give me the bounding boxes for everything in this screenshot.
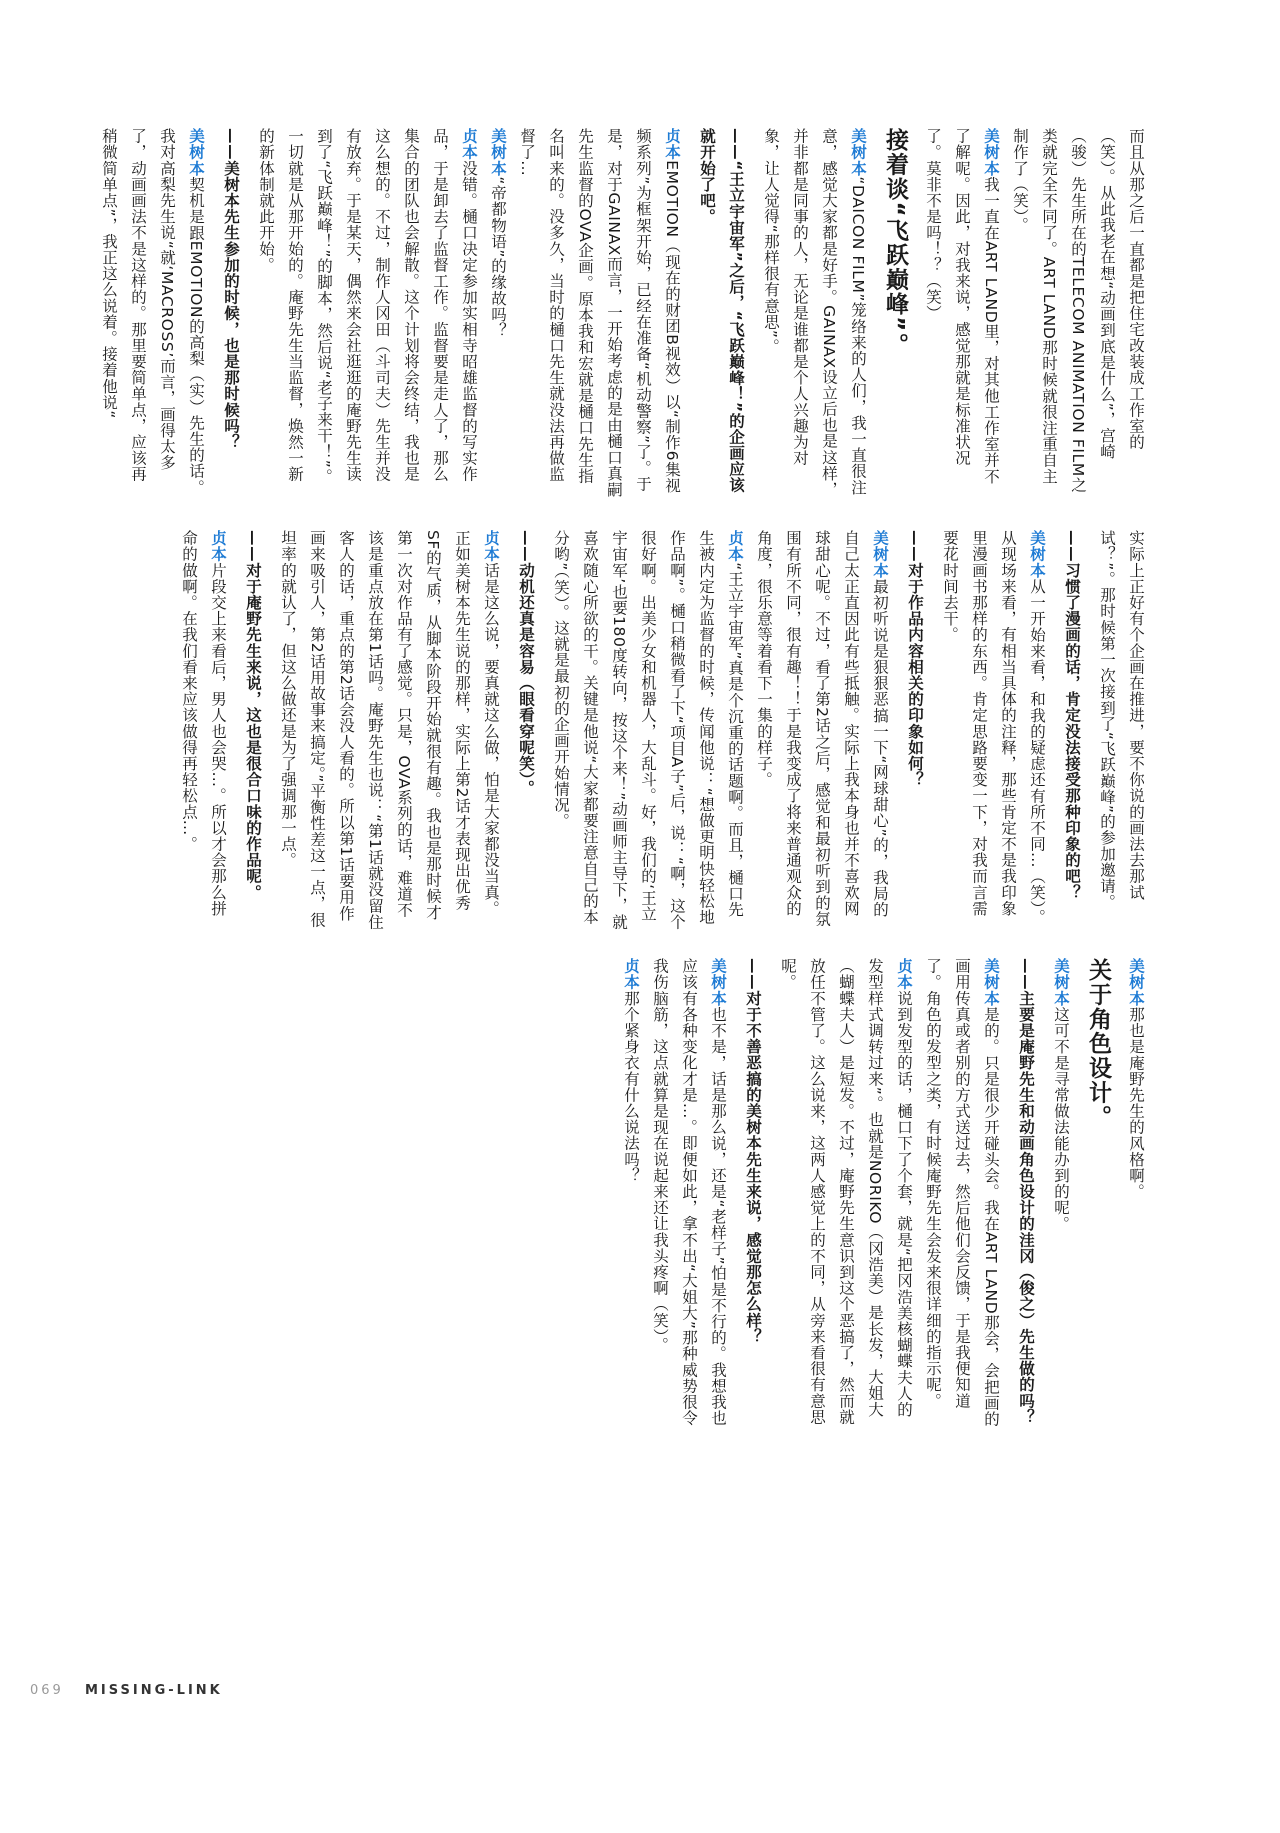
speaker-label: 美树本 [849,128,867,177]
text-column-tier-2 [130,530,1150,930]
interviewer-question: ——主要是庵野先生和动画角色设计的洼冈（俊之）先生做的吗？ [1017,958,1035,1425]
paragraph-text: “王立宇宙军”真是个沉重的话题啊。而且，樋口先生被内定为监督的时候，传闻他说：“想做更明快轻松地作品啊”。樋口稍微看了下“项目A子”后，说：“啊，这个很好啊。出美少女和机器人，大乱斗。好，我们的‘王立宇宙军’也要180度转向，按这个来！”动画师主导下，就喜欢随心所欲的干。关键是他说“大家都要注意自己的本分哟”（笑）。这就是最初的企画开始情况。 [552,530,744,930]
speaker-label: 美树本 [982,958,1000,1007]
speaker-label: 美树本 [1028,530,1046,579]
speaker-label: 美树本 [489,128,507,177]
paragraph [483,128,512,498]
speaker-label: 美树本 [187,128,205,177]
paragraph [756,128,872,498]
interviewer-question: ——习惯了漫画的话，肯定没法接受那种印象的吧？ [1063,530,1081,901]
speaker-label: 美树本 [1127,958,1145,1007]
paragraph [174,530,232,930]
paragraph [1005,128,1150,498]
text-column-tier-1 [100,128,1150,498]
speaker-label: 美树本 [1052,958,1070,1007]
paragraph-text: 没错。樋口决定参加实相寺昭雄监督的写实作品，于是卸去了监督工作。监督要是走人了，那么集合的团队也会解散。这个计划将会终结，我也是这么想的。不过，制作人冈田（斗司夫）先生并没有放弃。于是某天，偶然来会社逛逛的庵野先生读到了“飞跃巅峰！”的脚本，然后说“老子来干！”。一切就是从那开始的。庵野先生当监督，焕然一新的新体制就此开始。 [257,128,478,485]
page-footer [30,1683,223,1698]
magazine-name: MISSING-LINK [84,1683,223,1698]
speaker-label: 美树本 [871,530,889,579]
speaker-label: 贞本 [622,958,640,991]
paragraph-text: 那也是庵野先生的风格啊。 [1127,1006,1145,1200]
paragraph-text: “帝都物语”的缘故吗？ [489,176,507,339]
paragraph-text: 也不是，话是那么说，还是“老样子”怕是不行的。我想我也应该有各种变化才是…。即便如此，拿不出“大姐大”那种威势很令我伤脑筋，这点就算是现在说起来还让我头疼啊（笑）。 [651,958,727,1427]
paragraph-text: 话是这么说，要真就这么做，怕是大家都没当真。正如美树本先生说的那样，实际上第2话才表现出优秀SF的气质，从脚本阶段开始就很有趣。我也是那时候才第一次对作品有了感觉。只是，OVA系列的话，难道不该是重点放在第1话吗。庵野先生也说：“第1话就没留住客人的话，重点的第2话会没人看的。所以第1话要用作画来吸引人，第2话用故事来搞定。”平衡性差这一点，很坦率的就认了，但这么做还是为了强调那一点。 [279,530,500,930]
paragraph [645,958,732,1428]
paragraph-text: 那个紧身衣有什么说法吗？ [622,990,640,1184]
paragraph-text: 我一直在ART LAND里，对其他工作室并不了解呢。因此，对我来说，感觉那就是标准状况了。莫非不是吗！？（笑） [924,128,1000,485]
paragraph-text: 说到发型的话，樋口下了个套，就是“把冈浩美核蝴蝶夫人的发型样式调转过来”。也就是NORIKO（冈浩美）是长发，大姐大（蝴蝶夫人）是短发。不过，庵野先生意识到这个恶搞了，然而就放任不管了。这么说来，这两人感觉上的不同，从旁来看很有意思呢。 [779,958,913,1425]
paragraph-text: EMOTION（现在的财团B视效）以“制作6集视频系列”为框架开始，已经在准备“机动警察”了。于是，对于GAINAX而言，一开始考虑的是由樋口真嗣先生监督的OVA企画。原本我和宏就是樋口先生指名叫来的。没多久，当时的樋口先生就没法再做监督了… [518,128,681,498]
section-heading: 关于角色设计。 [1085,958,1111,1130]
paragraph [512,128,686,498]
interviewer-question: ——美树本先生参加的时候，也是那时候吗？ [222,128,240,450]
paragraph-text: 契机是跟EMOTION的高梨（实）先生的话。我对高梨先生说“就‘MACROSS’而言，画得太多了，动画画法不是这样的。那里要简单点，应该再稍微简单点”，我正这么说着。接着他说“ [100,128,205,496]
paragraph-text: 实际上正好有个企画在推进，要不你说的画法去那试试？”。那时候第一次接到了“飞跃巅峰”的参加邀请。 [1098,530,1145,911]
paragraph-text: 这可不是寻常做法能办到的呢。 [1052,1006,1070,1232]
speaker-label: 贞本 [895,958,913,991]
speaker-label: 贞本 [460,128,478,161]
paragraph [918,958,1005,1428]
paragraph [273,530,505,930]
interviewer-question: ——动机还真是容易（眼看穿呢笑）。 [517,530,535,796]
paragraph-text: 片段交上来看后，男人也会哭…。所以才会那么拼命的做啊。在我们看来应该做得再轻松点…。 [180,530,227,917]
interviewer-question: ——对于庵野先生来说，这也是很合口味的作品呢。 [244,530,262,901]
paragraph [616,958,645,1428]
paragraph [935,530,1051,930]
paragraph-text: 最初听说是狠狠恶搞一下“网球甜心”的，我局的自己太正直因此有些抵触。实际上我本身也并不喜欢网球甜心呢。不过，看了第2话之后，感觉和最初听到的氛围有所不同，很有趣！！于是我变成了将来普通观众的角度，很乐意等着看下一集的样子。 [755,530,889,927]
paragraph [1046,958,1075,1428]
paragraph [749,530,894,930]
paragraph [918,128,1005,498]
paragraph-text: 从一开始来看，和我的疑虑还有所不同…（笑）。从现场来看，有相当具体的注释，那些肯定不是我印象里漫画书那样的东西。肯定思路要变一下，对我而言需要花时间去干。 [941,530,1046,925]
speaker-label: 贞本 [209,530,227,563]
paragraph [251,128,483,498]
interviewer-question: ——“王立宇宙军”之后，“飞跃巅峰！”的企画应该就开始了吧。 [698,128,745,494]
paragraph-text: “DAICON FILM”笼络来的人们，我一直很注意，感觉大家都是好手。GAINAX设立后也是这样，并非都是同事的人，无论是谁都是个人兴趣为对象，让人觉得“那样很有意思”。 [762,128,867,498]
speaker-label: 美树本 [982,128,1000,177]
speaker-label: 美树本 [709,958,727,1007]
interviewer-question: ——对于作品内容相关的印象如何？ [906,530,924,788]
paragraph [94,128,210,498]
paragraph [773,958,918,1428]
speaker-label: 贞本 [663,128,681,161]
paragraph-text: 是的。只是很少开碰头会。我在ART LAND那会，会把画的画用传真或者别的方式送过去，然后他们会反馈，于是我便知道了。角色的发型之类，有时候庵野先生会发来很详细的指示呢。 [924,958,1000,1427]
page-number: 069 [30,1683,64,1698]
paragraph [1121,958,1150,1428]
paragraph-text: 而且从那之后一直都是把住宅改装成工作室的（笑）。从此我老在想“动画到底是什么”，宫崎（骏）先生所在的TELECOM ANIMATION FILM之类就完全不同了。ART LAND那时候就很注重自主制作了（笑）。 [1011,128,1145,493]
paragraph [546,530,749,930]
interviewer-question: ——对于不善恶搞的美树本先生来说，感觉那怎么样？ [744,958,762,1345]
speaker-label: 贞本 [482,530,500,563]
section-heading: 接着谈“飞跃巅峰”。 [882,128,908,358]
text-column-tier-3 [130,958,1150,1428]
paragraph [1092,530,1150,930]
speaker-label: 贞本 [726,530,744,563]
